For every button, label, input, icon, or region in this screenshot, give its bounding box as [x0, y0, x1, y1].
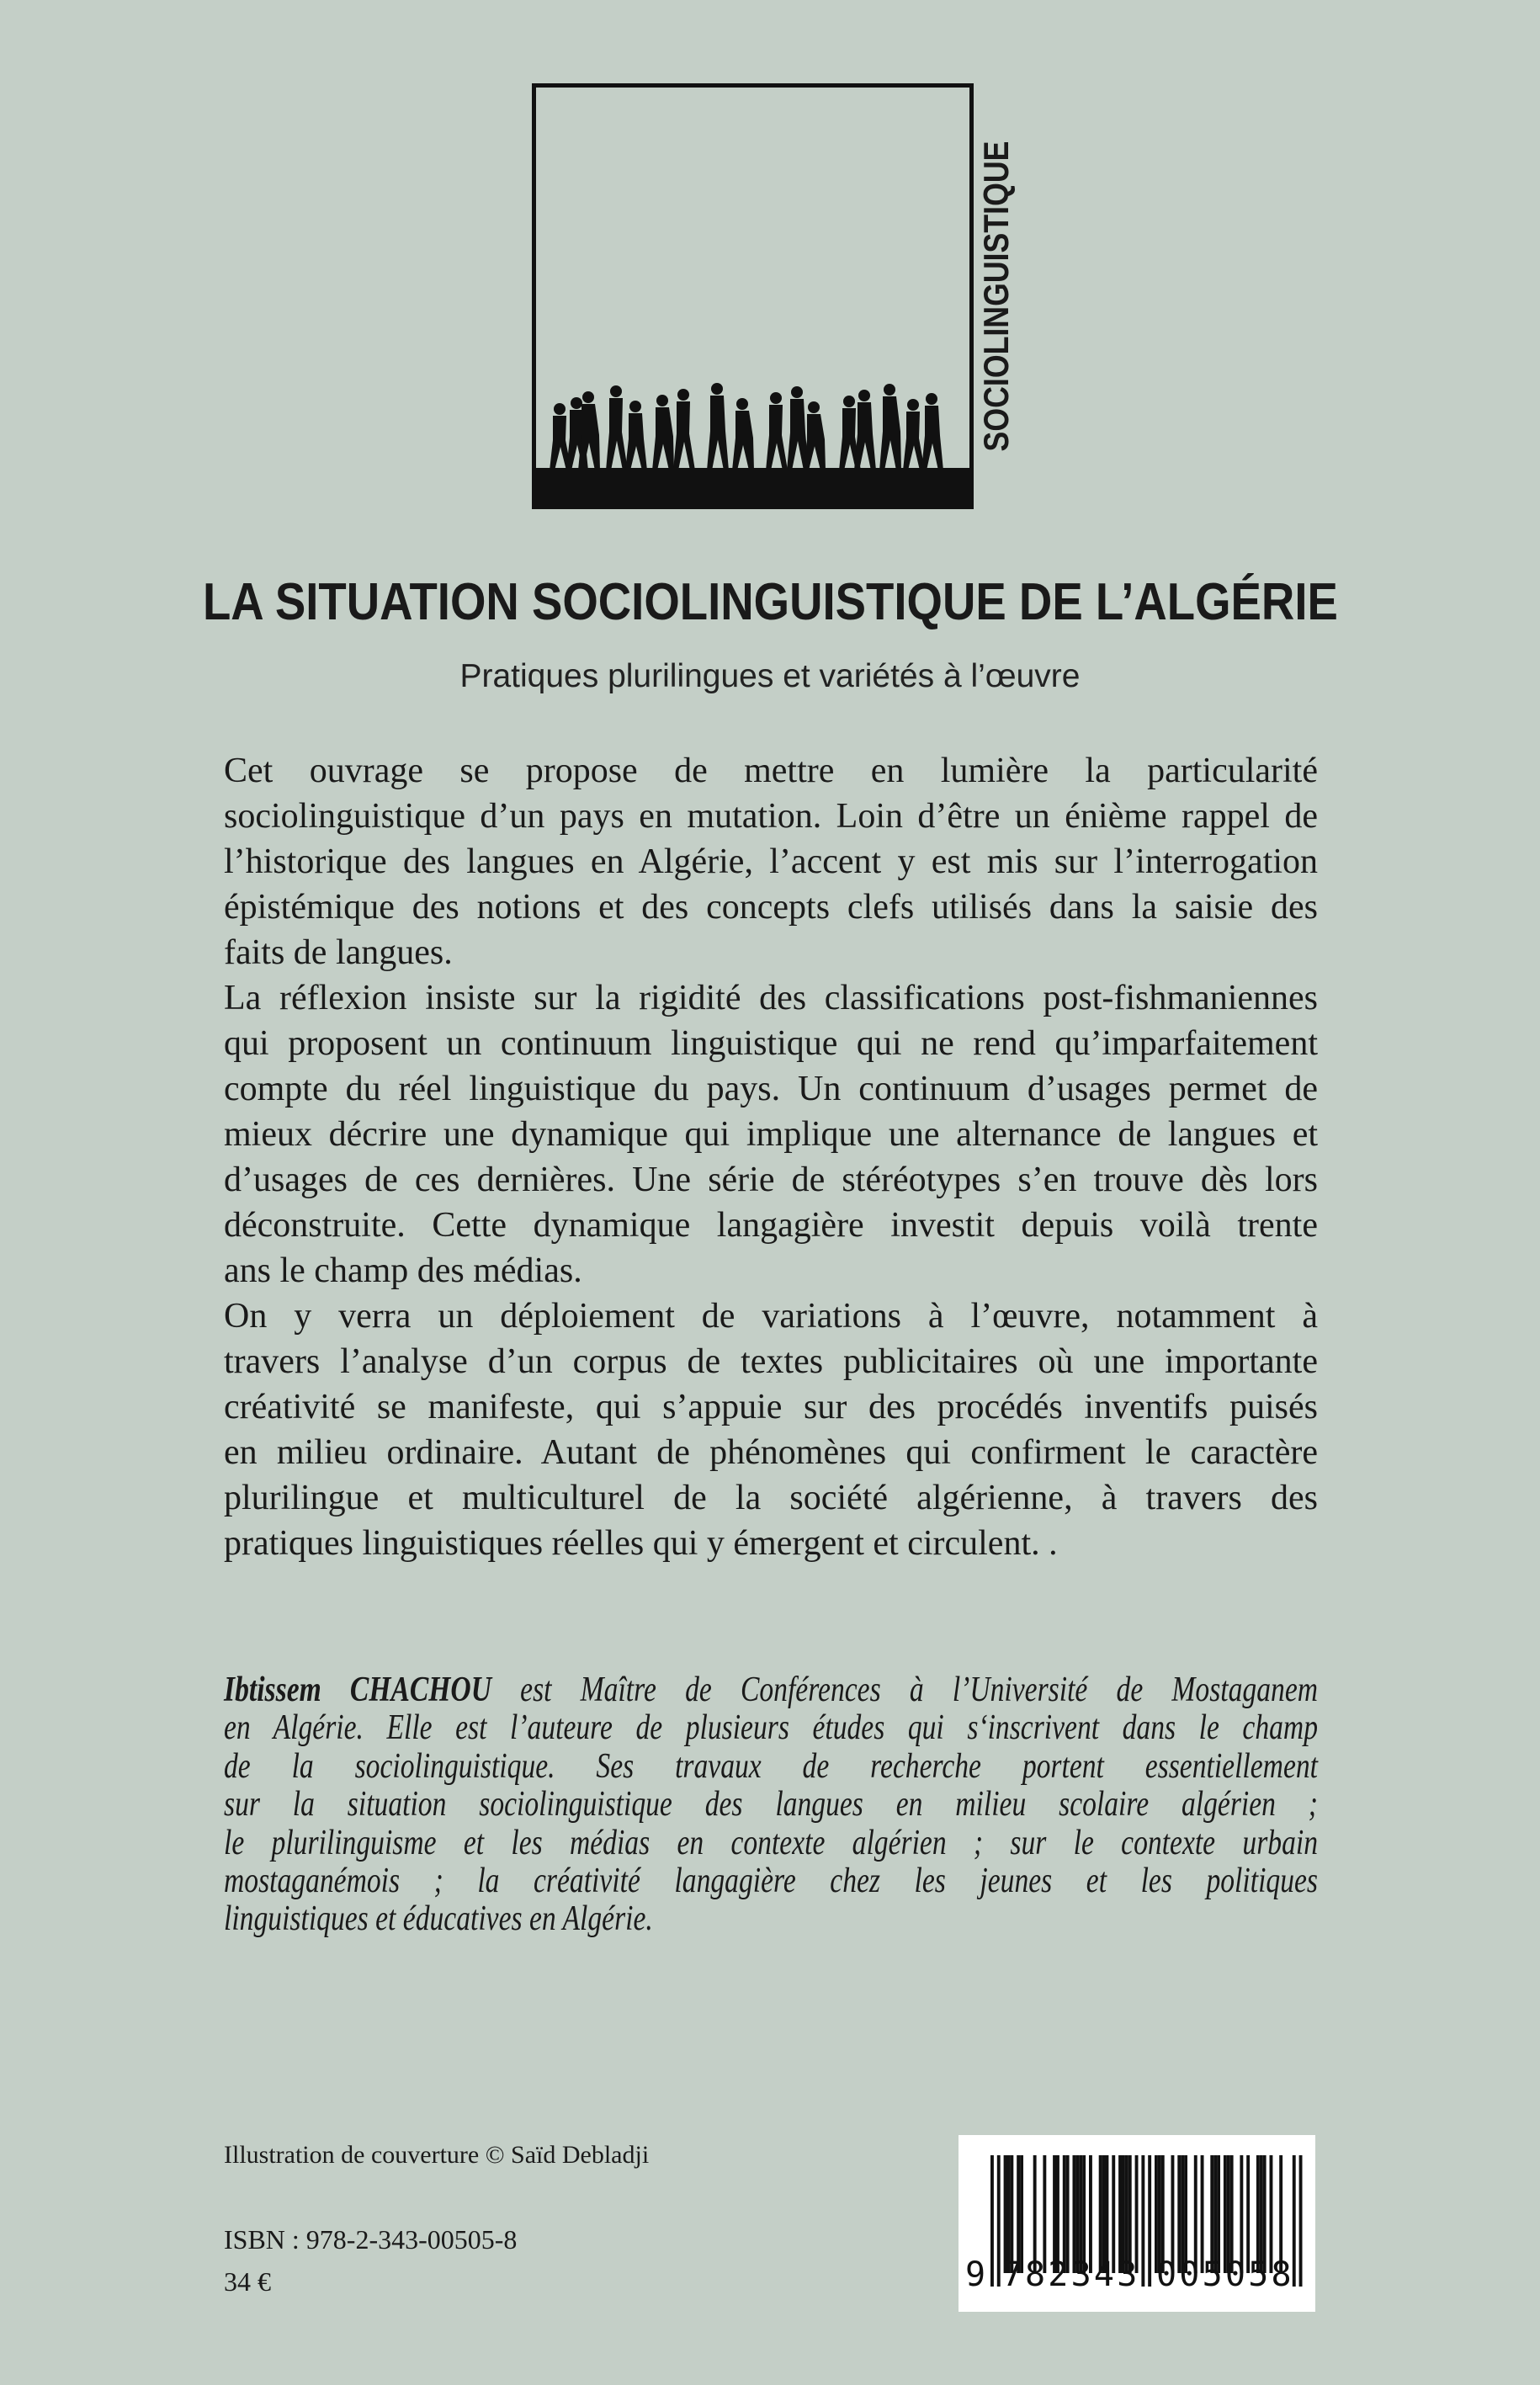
- barcode-digit: 7: [1001, 2255, 1022, 2294]
- barcode-digit: 8: [1025, 2255, 1046, 2294]
- person-silhouette: [707, 383, 729, 470]
- book-title: [0, 572, 1540, 632]
- barcode-digit: 4: [1093, 2255, 1114, 2294]
- summary-line: Cet ouvrage se propose de mettre en lumière la particularité: [224, 752, 1318, 790]
- bio-line: linguistiques et éducatives en Algérie.: [224, 1899, 653, 1939]
- person-silhouette: [854, 390, 876, 470]
- bio-line: mostaganémois ; la créativité langagière chez les jeunes et les politiques: [224, 1862, 1318, 1901]
- person-silhouette: [921, 393, 943, 470]
- summary-line: mieux décrire une dynamique qui implique une alternance de langues et: [224, 1115, 1318, 1154]
- barcode-digit: 2: [1048, 2255, 1069, 2294]
- barcode-digit: 0: [1179, 2255, 1200, 2294]
- author-name: Ibtissem CHACHOU: [224, 1671, 491, 1709]
- summary-line: épistémique des notions et des concepts clefs utilisés dans la saisie des: [224, 888, 1318, 927]
- isbn: ISBN : 978-2-343-00505-8: [224, 2224, 518, 2255]
- person-silhouette: [903, 399, 925, 470]
- author-bio: [224, 1671, 1318, 1939]
- summary-line: plurilingue et multiculturel de la société algérienne, à travers des: [224, 1479, 1318, 1517]
- walking-people-silhouettes: [536, 88, 969, 505]
- barcode-bar: [997, 2155, 1001, 2287]
- ground-band: [536, 468, 969, 505]
- bio-line: en Algérie. Elle est l’auteure de plusieurs études qui s‘inscrivent dans le champ: [224, 1708, 1318, 1748]
- person-silhouette: [606, 385, 628, 470]
- person-silhouette: [766, 392, 788, 470]
- barcode-bar: [1299, 2155, 1303, 2287]
- illustration-credit: Illustration de couverture © Saïd Debladji: [224, 2141, 650, 2169]
- person-silhouette: [732, 398, 754, 470]
- barcode-digit: 8: [1271, 2255, 1292, 2294]
- barcode-digit: 0: [1224, 2255, 1245, 2294]
- cover-illustration: [532, 83, 974, 509]
- barcode-digit: 5: [1202, 2255, 1223, 2294]
- summary-line: travers l’analyse d’un corpus de textes publicitaires où une importante: [224, 1342, 1318, 1381]
- book-subtitle: Pratiques plurilingues et variétés à l’œuvre: [459, 658, 1081, 694]
- price: 34 €: [224, 2266, 271, 2297]
- bio-line: [224, 1671, 1318, 1709]
- summary-line: On y verra un déploiement de variations à l’œuvre, notamment à: [224, 1297, 1318, 1336]
- person-silhouette: [879, 384, 901, 470]
- summary-line: sociolinguistique d’un pays en mutation. Loin d’être un énième rappel de: [224, 797, 1318, 836]
- summary-line: créativité se manifeste, qui s’appuie sur des procédés inventifs puisés: [224, 1388, 1318, 1426]
- barcode-digit: 3: [1117, 2255, 1138, 2294]
- summary-line: l’historique des langues en Algérie, l’accent y est mis sur l’interrogation: [224, 842, 1318, 881]
- barcode-bar: [1148, 2155, 1151, 2287]
- summary-line: faits de langues.: [224, 933, 453, 972]
- person-silhouette: [673, 389, 695, 470]
- barcode-digit: 0: [1156, 2255, 1177, 2294]
- isbn-barcode: [959, 2135, 1315, 2312]
- summary-line: en milieu ordinaire. Autant de phénomènes qui confirment le caractère: [224, 1433, 1318, 1472]
- bio-line: le plurilinguisme et les médias en contexte algérien ; sur le contexte urbain: [224, 1823, 1318, 1862]
- summary-line: qui proposent un continuum linguistique qui ne rend qu’imparfaitement: [224, 1024, 1318, 1063]
- book-title-text: LA SITUATION SOCIOLINGUISTIQUE DE L’ALGÉRIE: [202, 573, 1338, 631]
- bio-line: sur la situation sociolinguistique des langues en milieu scolaire algérien ;: [224, 1785, 1318, 1825]
- person-silhouette: [625, 401, 647, 470]
- person-silhouette: [804, 401, 826, 470]
- barcode-bar: [990, 2155, 994, 2287]
- barcode-digit: 3: [1070, 2255, 1091, 2294]
- barcode-digit: 9: [965, 2255, 986, 2294]
- series-text: SOCIOLINGUISTIQUE: [976, 141, 1016, 452]
- barcode-digit: 5: [1248, 2255, 1269, 2294]
- summary-line: d’usages de ces dernières. Une série de stéréotypes s’en trouve dès lors: [224, 1161, 1318, 1199]
- summary-line: compte du réel linguistique du pays. Un continuum d’usages permet de: [224, 1070, 1318, 1108]
- person-silhouette: [652, 395, 674, 470]
- summary-text: [224, 748, 1318, 1566]
- bio-line: de la sociolinguistique. Ses travaux de recherche portent essentiellement: [224, 1746, 1318, 1786]
- summary-line: ans le champ des médias.: [224, 1251, 582, 1290]
- summary-line: pratiques linguistiques réelles qui y émergent et circulent. .: [224, 1524, 1058, 1563]
- summary-line: déconstruite. Cette dynamique langagière investit depuis voilà trente: [224, 1206, 1318, 1245]
- summary-line: La réflexion insiste sur la rigidité des classifications post-fishmaniennes: [224, 979, 1318, 1017]
- barcode-bar: [1293, 2155, 1296, 2287]
- barcode-bar: [1141, 2155, 1144, 2287]
- series-label: [976, 83, 1016, 509]
- bio-text: est Maître de Conférences à l’Université de Mostaganem: [491, 1671, 1318, 1709]
